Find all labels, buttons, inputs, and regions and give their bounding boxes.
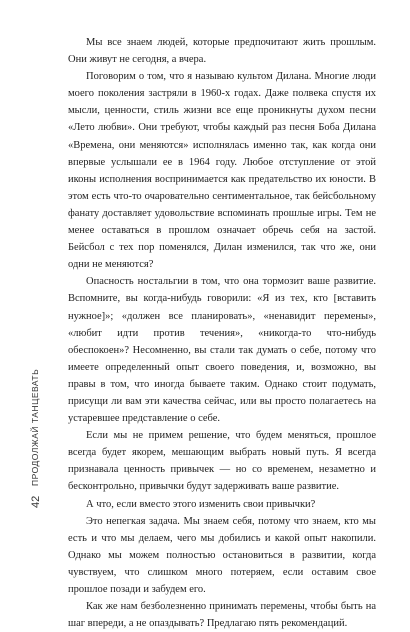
- paragraph: Мы все знаем людей, которые предпочитают жить прошлым. Они живут не сегодня, а вчера.: [68, 37, 376, 66]
- paragraph: Поговорим о том, что я называю культом Дилана. Многие люди моего поколения застряли в 1960-х годах. Даже полвека спустя их мысли, ценности, стиль жизни все еще проникнуты духом песни «Лето любви». Они требуют, чтобы каждый раз песня Боба Дилана «Времена, они меняются» исполнялась именно так, как когда они впервые услышали ее в 1964 году. Любое отступление от этой иконы исполнения воспринимается как предательство их юности. В этом есть что-то очаровательно сентиментальное, так бейсбольному фанату доставляет удовольствие вспоминать прошлые игры. Тем не менее оставаться в прошлом означает обречь себя на застой. Бейсбол с тех пор поменялся, Дилан изменился, так что же, они одни не меняются?: [68, 71, 376, 271]
- paragraph: Как же нам безболезненно принимать перемены, чтобы быть на шаг впереди, а не опаздывать? Предлагаю пять рекомендаций.: [68, 601, 376, 630]
- paragraph: А что, если вместо этого изменить свои привычки?: [86, 498, 316, 510]
- paragraph: Это непегкая задача. Мы знаем себя, потому что знаем, кто мы есть и что мы делаем, чего мы добились и какой опыт накопили. Однако мы можем полностью остановиться в развитии, когда чувствуем, что слишком много потеряем, если оставим свое прошлое позади и забудем его.: [68, 515, 376, 595]
- running-title: ПРОДОЛЖАЙ ТАНЦЕВАТЬ: [30, 368, 40, 486]
- body-text: [68, 34, 376, 632]
- paragraph: Если мы не примем решение, что будем меняться, прошлое всегда будет якорем, мешающим выбрать новый путь. Я всегда признавала ценность привычек — но со временем, незаметно и бесконтрольно, привычки будут задерживать ваше развитие.: [68, 430, 376, 493]
- paragraph: Опасность ностальгии в том, что она тормозит ваше развитие. Вспомните, вы когда-нибудь говорили: «Я из тех, кто [вставить нужное]»; «должен все планировать», «ненавидит перемены», «любит идти против течения», «никогда-то что-нибудь обеспокоен»? Несомненно, вы стали так думать о себе, потому что имеете определенный опыт своего поведения, и, возможно, вы правы в том, что иногда бываете таким. Однако стоит подумать, присущи ли вам эти качества сейчас, или вы просто полагаетесь на устаревшее представление о себе.: [68, 276, 376, 425]
- page-number: 42: [30, 495, 42, 508]
